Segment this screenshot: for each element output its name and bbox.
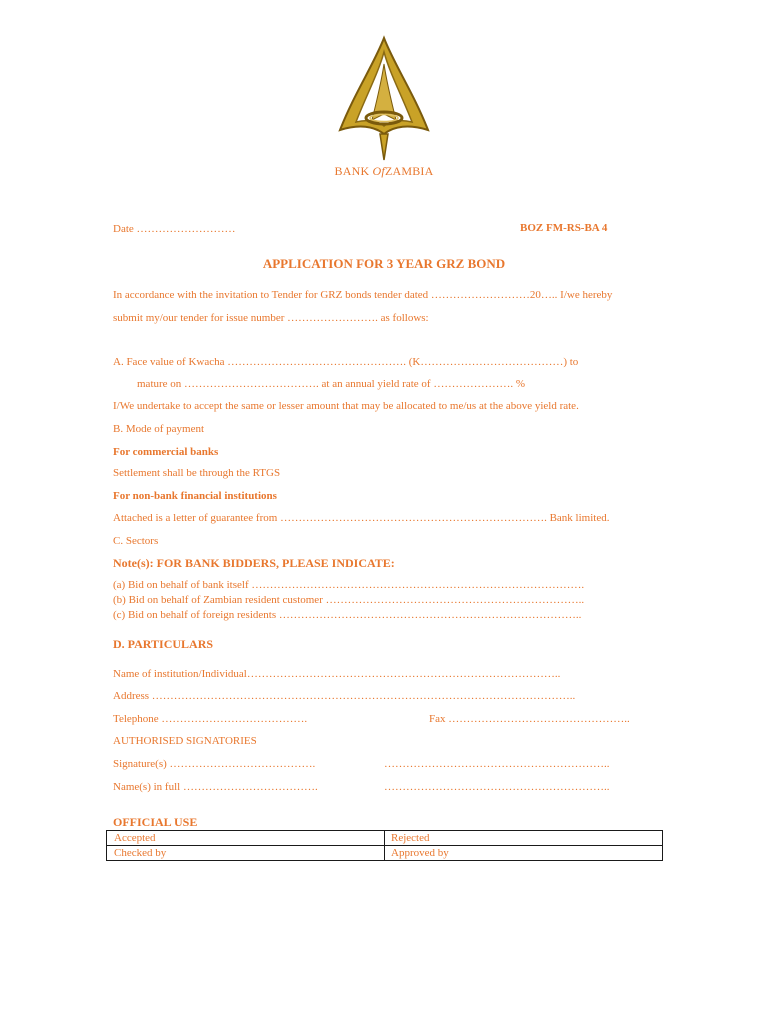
sectors-label: C. Sectors [113, 535, 159, 547]
bank-name: BANK OfZAMBIA [334, 164, 434, 178]
particulars-heading: D. PARTICULARS [113, 637, 214, 651]
list-item: (c) Bid on behalf of foreign residents ……………………………………………………………………….. [113, 609, 582, 621]
full-name-field[interactable]: Name(s) in full ………………………………. [113, 781, 318, 793]
mode-of-payment-label: B. Mode of payment [113, 423, 205, 435]
notes-heading: Note(s): FOR BANK BIDDERS, PLEASE INDICATE: [113, 556, 395, 570]
page-title: APPLICATION FOR 3 YEAR GRZ BOND [262, 256, 506, 271]
table-row [107, 831, 663, 846]
fax-field[interactable]: Fax ………………………………………….. [429, 713, 630, 725]
address-field[interactable]: Address …………………………………………………………………………………………………….. [113, 690, 576, 702]
list-item: (a) Bid on behalf of bank itself ………………………………………………………………………………. [113, 579, 585, 591]
commercial-banks-heading: For commercial banks [113, 446, 219, 458]
signature-field-2[interactable]: …………………………………………………….. [384, 758, 610, 770]
checked-by-cell[interactable]: Checked by [107, 846, 385, 861]
table-row [107, 846, 663, 861]
signature-field[interactable]: Signature(s) …………………………………. [113, 758, 316, 770]
intro-line-2: submit my/our tender for issue number ……………………. as follows: [113, 312, 429, 324]
official-use-heading: OFFICIAL USE [113, 815, 198, 829]
list-item: (b) Bid on behalf of Zambian resident customer …………………………………………………………….. [113, 594, 585, 606]
rejected-cell[interactable]: Rejected [385, 831, 663, 846]
approved-by-cell[interactable]: Approved by [385, 846, 663, 861]
undertaking-text: I/We undertake to accept the same or lesser amount that may be allocated to me/us at the above yield rate. [113, 400, 579, 412]
guarantee-letter-line: Attached is a letter of guarantee from ………………………………………………………………. Bank limited. [113, 512, 610, 524]
telephone-field[interactable]: Telephone …………………………………. [113, 713, 308, 725]
bank-of-zambia-logo [334, 34, 434, 164]
intro-line-1: In accordance with the invitation to Tender for GRZ bonds tender dated ………………………20….. I/we hereby [113, 289, 613, 301]
maturity-yield-line: mature on ………………………………. at an annual yield rate of …………………. % [137, 378, 525, 390]
official-use-table [106, 830, 663, 861]
logo-tail [380, 134, 388, 160]
rtgs-settlement-text: Settlement shall be through the RTGS [113, 467, 281, 479]
institution-field[interactable]: Name of institution/Individual………………………………………………………………………….. [113, 668, 561, 680]
non-bank-heading: For non-bank financial institutions [113, 490, 277, 502]
full-name-field-2[interactable]: …………………………………………………….. [384, 781, 610, 793]
form-number: BOZ FM-RS-BA 4 [520, 222, 608, 234]
face-value-line: A. Face value of Kwacha …………………………………………. (K…………………………………) to [113, 356, 579, 368]
accepted-cell[interactable]: Accepted [107, 831, 385, 846]
date-field[interactable]: Date ……………………… [113, 223, 236, 235]
signatories-heading: AUTHORISED SIGNATORIES [113, 735, 257, 747]
